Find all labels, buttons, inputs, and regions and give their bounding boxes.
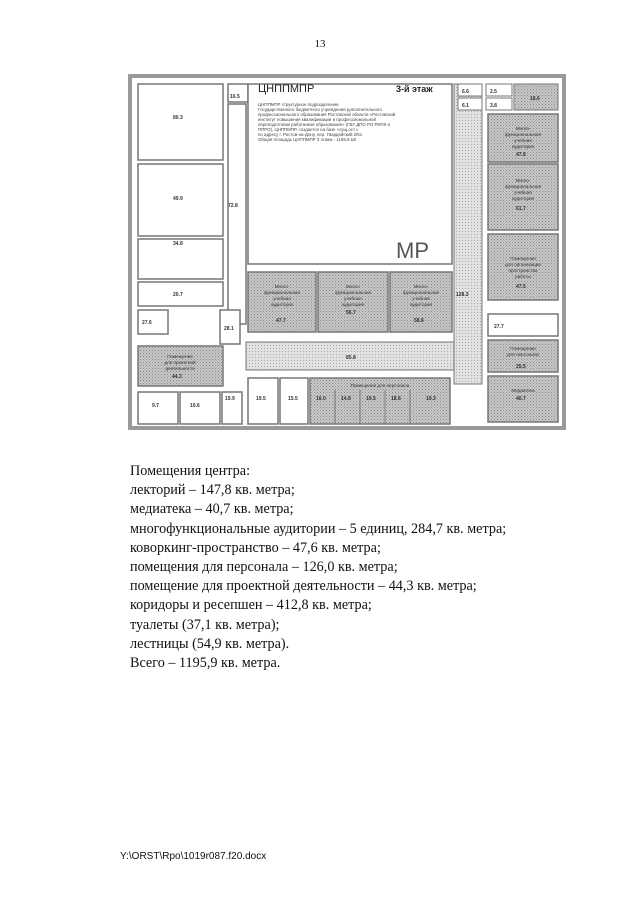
room-number: 6.6 <box>462 89 469 95</box>
org-short: ЦНППМПР <box>258 83 315 95</box>
room-number: 28.1 <box>224 326 234 332</box>
multi-label: аудитория <box>270 302 294 307</box>
room-number: 2.5 <box>490 89 497 95</box>
media-label: Медиатека <box>511 388 535 393</box>
multi-label: функциональная <box>402 290 440 295</box>
floor-plan <box>128 74 568 430</box>
room-number: 61.7 <box>516 206 526 212</box>
room-number: 14.8 <box>341 396 351 402</box>
multi-label: функциональная <box>334 290 372 295</box>
info-line: ППРО), ЦНППМПР, создается на базе «сущ.ост.» <box>258 127 359 132</box>
footer-path: Y:\ORST\Rpo\1019r087.f20.docx <box>120 851 267 862</box>
room-item: коворкинг-пространство – 47,6 кв. метра; <box>130 539 381 556</box>
room-number: 18.8 <box>391 396 401 402</box>
staff-label: Помещение для персонала <box>350 383 410 388</box>
room-72-8 <box>228 104 246 324</box>
info-line: ЦНППМПР структурное подразделение <box>258 102 339 107</box>
room-number: 44.3 <box>172 374 182 380</box>
room-item: медиатека – 40,7 кв. метра; <box>130 501 294 518</box>
room-coworking <box>488 234 558 300</box>
room-80-3 <box>138 84 223 160</box>
multi-label: учебная <box>514 138 532 143</box>
room-number: 18.6 <box>530 96 540 102</box>
multi-label: учебная <box>344 296 362 301</box>
room-number: 128.3 <box>456 292 469 298</box>
room-number: 27.6 <box>142 320 152 326</box>
multi-label: учебная <box>514 190 532 195</box>
info-line: институт повышения квалификации и профессиональной <box>258 117 376 122</box>
room-number: 16.5 <box>230 94 240 100</box>
staff-label: Помещение <box>510 346 536 351</box>
room-number: 19.5 <box>256 396 266 402</box>
info-line: переподготовки работников образования» (ГБУ ДПО РО РИПК и <box>258 122 390 127</box>
room-number: 49.9 <box>173 196 183 202</box>
multi-label: учебная <box>412 296 430 301</box>
room-item: туалеты (37,1 кв. метра); <box>130 616 280 633</box>
stairs-column <box>454 84 482 384</box>
info-line: по адресу г. Ростов-на-Дону, пер. Гвардейский 2/51 <box>258 132 363 137</box>
project-label: деятельности <box>165 366 195 371</box>
room-number: 9.7 <box>152 403 159 409</box>
multi-label: функциональная <box>504 184 542 189</box>
info-line: профессионального образования Ростовской области «Ростовский <box>258 112 396 117</box>
floor-label: 3-й этаж <box>396 84 433 94</box>
room-number: 40.7 <box>516 396 526 402</box>
room-number: 85.8 <box>346 355 356 361</box>
room-item: лестницы (54,9 кв. метра). <box>130 635 290 652</box>
info-line: Общая площадь ЦНППМПР 3 этажа - 1195,9 м2 <box>258 137 357 142</box>
multi-label: Много- <box>515 178 531 183</box>
room-item: помещения для персонала – 126,0 кв. метра; <box>130 559 398 576</box>
room-number: 20.7 <box>173 292 183 298</box>
room-number: 25.5 <box>516 364 526 370</box>
rooms-heading: Помещения центра: <box>130 463 251 479</box>
room-number: 6.1 <box>462 103 469 109</box>
room-number: 3.8 <box>490 103 497 109</box>
info-line: Государственного бюджетного учреждения дополнительного <box>258 107 382 112</box>
room-item: коридоры и ресепшен – 412,8 кв. метра; <box>130 597 372 614</box>
multi-label: аудитория <box>511 144 535 149</box>
multi-label: Много- <box>274 284 290 289</box>
room-number: 19.3 <box>426 396 436 402</box>
page-number: 13 <box>314 38 326 50</box>
room-number: 19.5 <box>366 396 376 402</box>
staff-label: для персонала <box>507 352 539 357</box>
room-number: 34.8 <box>173 241 183 247</box>
coworking-label: работы <box>515 274 531 279</box>
room-number: 15.5 <box>288 396 298 402</box>
multi-label: Много- <box>413 284 429 289</box>
coworking-label: для организации <box>505 262 541 267</box>
room-item: лекторий – 147,8 кв. метра; <box>130 482 295 499</box>
room-item: многофункциональные аудитории – 5 единиц, 284,7 кв. метра; <box>130 520 507 537</box>
multi-label: аудитория <box>511 196 535 201</box>
room-number: 80.3 <box>173 115 183 121</box>
rooms-list <box>130 462 506 673</box>
room-number: 19.9 <box>225 396 235 402</box>
room-10-6 <box>180 392 220 424</box>
room-number: 47.8 <box>516 152 526 158</box>
coworking-label: пространства <box>508 268 538 273</box>
room-number: 58.6 <box>414 318 424 324</box>
room-number: 47.7 <box>276 318 286 324</box>
room-number: 47.5 <box>516 284 526 290</box>
room-number: 16.0 <box>316 396 326 402</box>
room-number: 72.8 <box>228 203 238 209</box>
multi-label: аудитория <box>341 302 365 307</box>
room-item: помещение для проектной деятельности – 44,3 кв. метра; <box>130 578 477 595</box>
multi-label: функциональная <box>263 290 301 295</box>
room-number: 10.6 <box>190 403 200 409</box>
multi-label: Много- <box>345 284 361 289</box>
multi-label: учебная <box>273 296 291 301</box>
logo-mp: MP <box>396 238 429 263</box>
multi-label: аудитория <box>409 302 433 307</box>
multi-label: функциональная <box>504 132 542 137</box>
project-label: Помещение <box>167 354 193 359</box>
multi-label: Много- <box>515 126 531 131</box>
project-label: для проектной <box>164 360 196 365</box>
room-number: 56.7 <box>346 310 356 316</box>
room-item: Всего – 1195,9 кв. метра. <box>130 655 281 672</box>
room-number: 27.7 <box>494 324 504 330</box>
coworking-label: Помещения <box>510 256 536 261</box>
